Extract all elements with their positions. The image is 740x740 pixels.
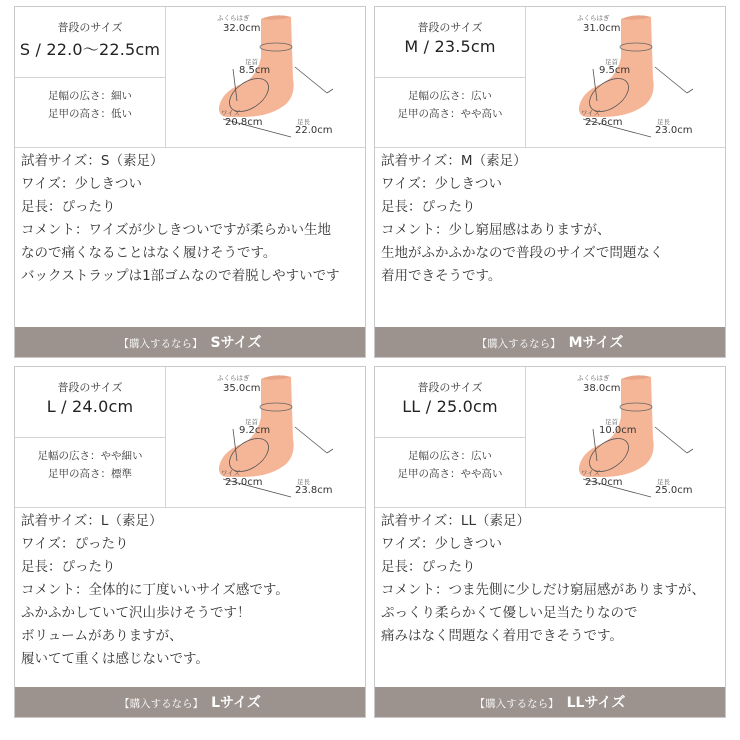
size-review-card — [14, 366, 366, 718]
buy-size: Mサイズ — [568, 335, 624, 351]
instep-height-text: 足甲の高さ：標準 — [48, 468, 132, 480]
comment-line: なので痛くなることはなく履けそうです。 — [21, 245, 277, 261]
comment-line: コメント：少し窮屈感はありますが、 — [381, 222, 611, 238]
comment-line: コメント：全体的に丁度いいサイズ感です。 — [21, 582, 289, 598]
usual-size-panel — [15, 7, 166, 147]
usual-size-box — [15, 367, 165, 438]
buy-prefix: 【購入するなら】 — [474, 698, 559, 710]
instep-height-text: 足甲の高さ：低い — [48, 108, 132, 120]
foot-measurement-diagram — [165, 7, 365, 147]
usual-size-label: 普段のサイズ — [57, 21, 123, 34]
calf-label: ふくらはぎ — [217, 374, 250, 382]
card-header — [375, 367, 725, 508]
calf-value: 38.0cm — [583, 383, 621, 394]
foot-width-text: 足幅の広さ：広い — [408, 90, 492, 102]
wise-label: ワイズ — [581, 469, 601, 477]
card-header — [15, 367, 365, 508]
usual-size-label: 普段のサイズ — [57, 381, 123, 394]
ankle-value: 10.0cm — [599, 425, 637, 436]
wise-label: ワイズ — [221, 109, 241, 117]
calf-label: ふくらはぎ — [217, 14, 250, 22]
foot-illustration — [525, 367, 725, 507]
wise-label: ワイズ — [581, 109, 601, 117]
instep-height-text: 足甲の高さ：やや高い — [397, 468, 503, 480]
comment-line: 試着サイズ：S（素足） — [21, 153, 164, 169]
comment-line: ワイズ：ぴったり — [21, 536, 129, 552]
comment-line: 足長：ぴったり — [381, 199, 476, 215]
calf-label: ふくらはぎ — [577, 374, 610, 382]
buy-size-banner — [375, 327, 725, 357]
usual-size-panel — [15, 367, 166, 507]
usual-size-value: S / 22.0〜22.5cm — [19, 40, 161, 59]
usual-size-box — [375, 367, 525, 438]
length-label: 足長 — [657, 118, 670, 126]
size-review-card — [14, 6, 366, 358]
foot-measurement-diagram — [165, 367, 365, 507]
comment-line: ワイズ：少しきつい — [21, 176, 142, 192]
length-value: 25.0cm — [655, 485, 693, 496]
comment-line: コメント：ワイズが少しきついですが柔らかい生地 — [21, 222, 331, 238]
ankle-label: 足首 — [605, 418, 618, 426]
buy-size: LLサイズ — [566, 695, 626, 711]
comment-line: 試着サイズ：LL（素足） — [381, 513, 530, 529]
ankle-value: 9.5cm — [599, 65, 631, 76]
buy-size: Lサイズ — [211, 695, 261, 711]
calf-value: 35.0cm — [223, 383, 261, 394]
comment-line: 履いてて重くは感じないです。 — [21, 651, 209, 667]
review-comment — [21, 510, 366, 671]
length-label: 足長 — [297, 118, 310, 126]
usual-size-label: 普段のサイズ — [417, 21, 483, 34]
review-comment — [381, 510, 726, 648]
card-header — [15, 7, 365, 148]
foot-width-text: 足幅の広さ：やや細い — [37, 450, 143, 462]
instep-height-text: 足甲の高さ：やや高い — [397, 108, 503, 120]
calf-label: ふくらはぎ — [577, 14, 610, 22]
usual-size-box — [375, 7, 525, 78]
comment-line: 痛みはなく問題なく着用できそうです。 — [381, 628, 623, 644]
buy-size: Sサイズ — [210, 335, 262, 351]
foot-illustration — [165, 7, 365, 147]
wise-value: 23.0cm — [225, 477, 263, 488]
wise-value: 22.6cm — [585, 117, 623, 128]
comment-line: 着用できそうです。 — [381, 268, 502, 284]
usual-size-box — [15, 7, 165, 78]
length-label: 足長 — [657, 478, 670, 486]
buy-size-banner — [15, 687, 365, 717]
length-value: 23.0cm — [655, 125, 693, 136]
usual-size-panel — [375, 7, 526, 147]
foot-illustration — [525, 7, 725, 147]
comment-line: ふかふかしていて沢山歩けそうです！ — [21, 605, 251, 621]
calf-value: 32.0cm — [223, 23, 261, 34]
foot-width-text: 足幅の広さ：広い — [408, 450, 492, 462]
wise-value: 23.0cm — [585, 477, 623, 488]
buy-prefix: 【購入するなら】 — [119, 698, 204, 710]
ankle-value: 9.2cm — [239, 425, 271, 436]
usual-size-value: L / 24.0cm — [46, 397, 134, 416]
comment-line: 足長：ぴったり — [381, 559, 476, 575]
wise-label: ワイズ — [221, 469, 241, 477]
comment-line: ワイズ：少しきつい — [381, 536, 502, 552]
wise-value: 20.8cm — [225, 117, 263, 128]
comment-line: バックストラップは1部ゴムなので着脱しやすいです — [21, 268, 340, 284]
buy-size-banner — [375, 687, 725, 717]
foot-width-text: 足幅の広さ：細い — [48, 90, 132, 102]
usual-size-value: M / 23.5cm — [404, 37, 496, 56]
comment-line: ワイズ：少しきつい — [381, 176, 502, 192]
foot-measurement-diagram — [525, 7, 725, 147]
comment-line: コメント：つま先側に少しだけ窮屈感がありますが、 — [381, 582, 705, 598]
comment-line: 試着サイズ：L（素足） — [21, 513, 163, 529]
comment-line: ボリュームがありますが、 — [21, 628, 183, 644]
length-label: 足長 — [297, 478, 310, 486]
length-value: 23.8cm — [295, 485, 333, 496]
foot-shape-info — [375, 87, 525, 123]
comment-line: ぷっくり柔らかくて優しい足当たりなので — [381, 605, 638, 621]
ankle-label: 足首 — [245, 418, 258, 426]
foot-shape-info — [15, 447, 165, 483]
card-header — [375, 7, 725, 148]
size-review-card — [374, 366, 726, 718]
comment-line: 試着サイズ：M（素足） — [381, 153, 527, 169]
usual-size-label: 普段のサイズ — [417, 381, 483, 394]
comment-line: 足長：ぴったり — [21, 559, 116, 575]
foot-measurement-diagram — [525, 367, 725, 507]
usual-size-panel — [375, 367, 526, 507]
review-comment — [381, 150, 726, 288]
size-review-card — [374, 6, 726, 358]
calf-value: 31.0cm — [583, 23, 621, 34]
review-comment — [21, 150, 366, 288]
foot-illustration — [165, 367, 365, 507]
ankle-label: 足首 — [605, 58, 618, 66]
buy-size-banner — [15, 327, 365, 357]
comment-line: 生地がふかふかなので普段のサイズで問題なく — [381, 245, 664, 261]
foot-shape-info — [375, 447, 525, 483]
ankle-value: 8.5cm — [239, 65, 271, 76]
foot-shape-info — [15, 87, 165, 123]
ankle-label: 足首 — [245, 58, 258, 66]
buy-prefix: 【購入するなら】 — [118, 338, 203, 350]
length-value: 22.0cm — [295, 125, 333, 136]
comment-line: 足長：ぴったり — [21, 199, 116, 215]
buy-prefix: 【購入するなら】 — [476, 338, 561, 350]
usual-size-value: LL / 25.0cm — [402, 397, 498, 416]
